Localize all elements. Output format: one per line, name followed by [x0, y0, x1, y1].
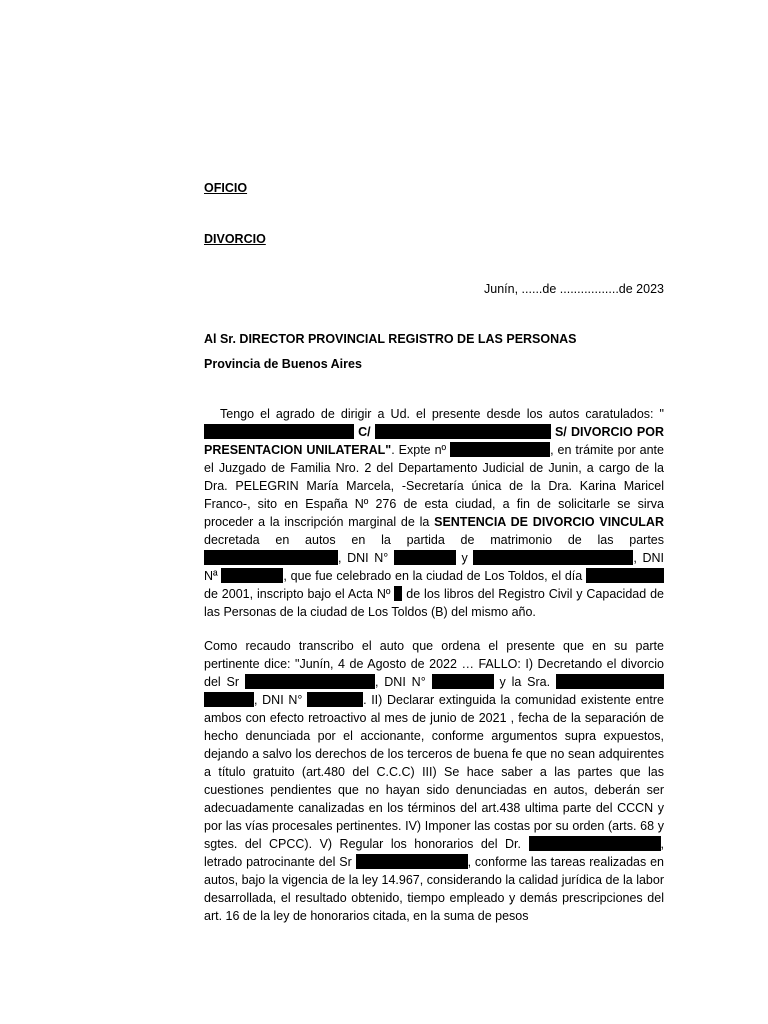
recipient-line-2: Provincia de Buenos Aires — [204, 357, 362, 371]
paragraph-2 — [204, 637, 664, 925]
redaction-box — [473, 550, 633, 565]
redaction-box — [432, 674, 494, 689]
p1-text: Tengo el agrado de dirigir a Ud. el presente desde los autos caratulados: " — [220, 407, 664, 421]
p1-text-bold: DIVORCIO POR PRESENTACION UNILATERAL" — [204, 425, 664, 457]
redaction-box — [204, 424, 354, 439]
p1-text: . Expte nº — [391, 443, 447, 457]
redaction-box — [375, 424, 551, 439]
redaction-box — [356, 854, 468, 869]
p1-text-bold: SENTENCIA DE DIVORCIO VINCULAR — [434, 515, 664, 529]
p2-text: , DNI N° — [254, 693, 303, 707]
redaction-box — [556, 674, 664, 689]
date-line: Junín, ......de .................de 2023 — [484, 282, 664, 296]
p1-text: decretada en autos en la partida de matrimonio de las partes — [204, 533, 664, 547]
p1-text: de los libros del Registro Civil y Capacidad de las Personas de la ciudad de Los Toldos (B) del mismo año. — [204, 587, 664, 619]
redaction-box — [450, 442, 550, 457]
p1-text: C/ — [358, 425, 371, 439]
p1-text: , que fue celebrado en la ciudad de Los Toldos, el día — [283, 569, 583, 583]
redaction-box — [586, 568, 664, 583]
p1-text: y — [461, 551, 468, 565]
recipient-line-1: Al Sr. DIRECTOR PROVINCIAL REGISTRO DE LAS PERSONAS — [204, 332, 577, 346]
p2-text: , letrado patrocinante del Sr — [204, 837, 664, 869]
redaction-box — [204, 550, 338, 565]
redaction-box — [204, 692, 254, 707]
p2-text: , DNI N° — [374, 675, 426, 689]
redaction-box — [245, 674, 375, 689]
redaction-box — [307, 692, 363, 707]
heading-divorcio: DIVORCIO — [204, 232, 266, 246]
redaction-box — [221, 568, 283, 583]
heading-oficio: OFICIO — [204, 181, 248, 195]
redaction-box — [394, 550, 456, 565]
p1-text: de 2001, inscripto bajo el Acta Nº — [204, 587, 391, 601]
p2-text: . II) Declarar extinguida la comunidad existente entre ambos con efecto retroactivo al mes de junio de 2021 , fecha de la separación de hecho denunciada por el accionante, conforme argumentos supra expuestos, dejando a salvo los derechos de los terceros de buena fe que no sean adquirentes a título gratuito (art.480 del C.C.C) III) Se hace saber a las partes que las cuestiones pendientes que no hayan sido denunciadas en autos, deberán ser adecuadamente canalizadas en los términos del art.438 ultima parte del CCCN y por las vías procesales pertinentes. IV) Imponer las costas por su orden (arts. 68 y sgtes. del CPCC). V) Regular los honorarios del Dr. — [204, 693, 664, 851]
p2-text: y la Sra. — [499, 675, 551, 689]
redaction-box — [529, 836, 661, 851]
p2-text: Como recaudo transcribo el auto que ordena el presente que en su parte pertinente dice: "Junín, 4 de Agosto de 2022 … FALLO: I) Decretando el divorcio del Sr — [204, 639, 664, 689]
p1-text: , en trámite por ante el Juzgado de Familia Nro. 2 del Departamento Judicial de Junin, a cargo de la Dra. PELEGRIN María Marcela, -Secretaría única de la Dra. Karina Maricel Franco-, sito en España Nº 276 de esta ciudad, a fin de solicitarle se sirva proceder a la inscripción marginal de la — [204, 443, 664, 529]
paragraph-1 — [204, 405, 664, 621]
p1-text: , DNI N° — [338, 551, 389, 565]
redaction-box — [394, 586, 402, 601]
p2-text: , conforme las tareas realizadas en autos, bajo la vigencia de la ley 14.967, considerando la calidad jurídica de la labor desarrollada, el resultado obtenido, tiempo empleado y demás prescripciones del art. 16 de la ley de honorarios citada, en la suma de pesos — [204, 855, 664, 923]
p1-text: , DNI Nª — [204, 551, 664, 583]
p1-text: S/ — [554, 425, 567, 439]
